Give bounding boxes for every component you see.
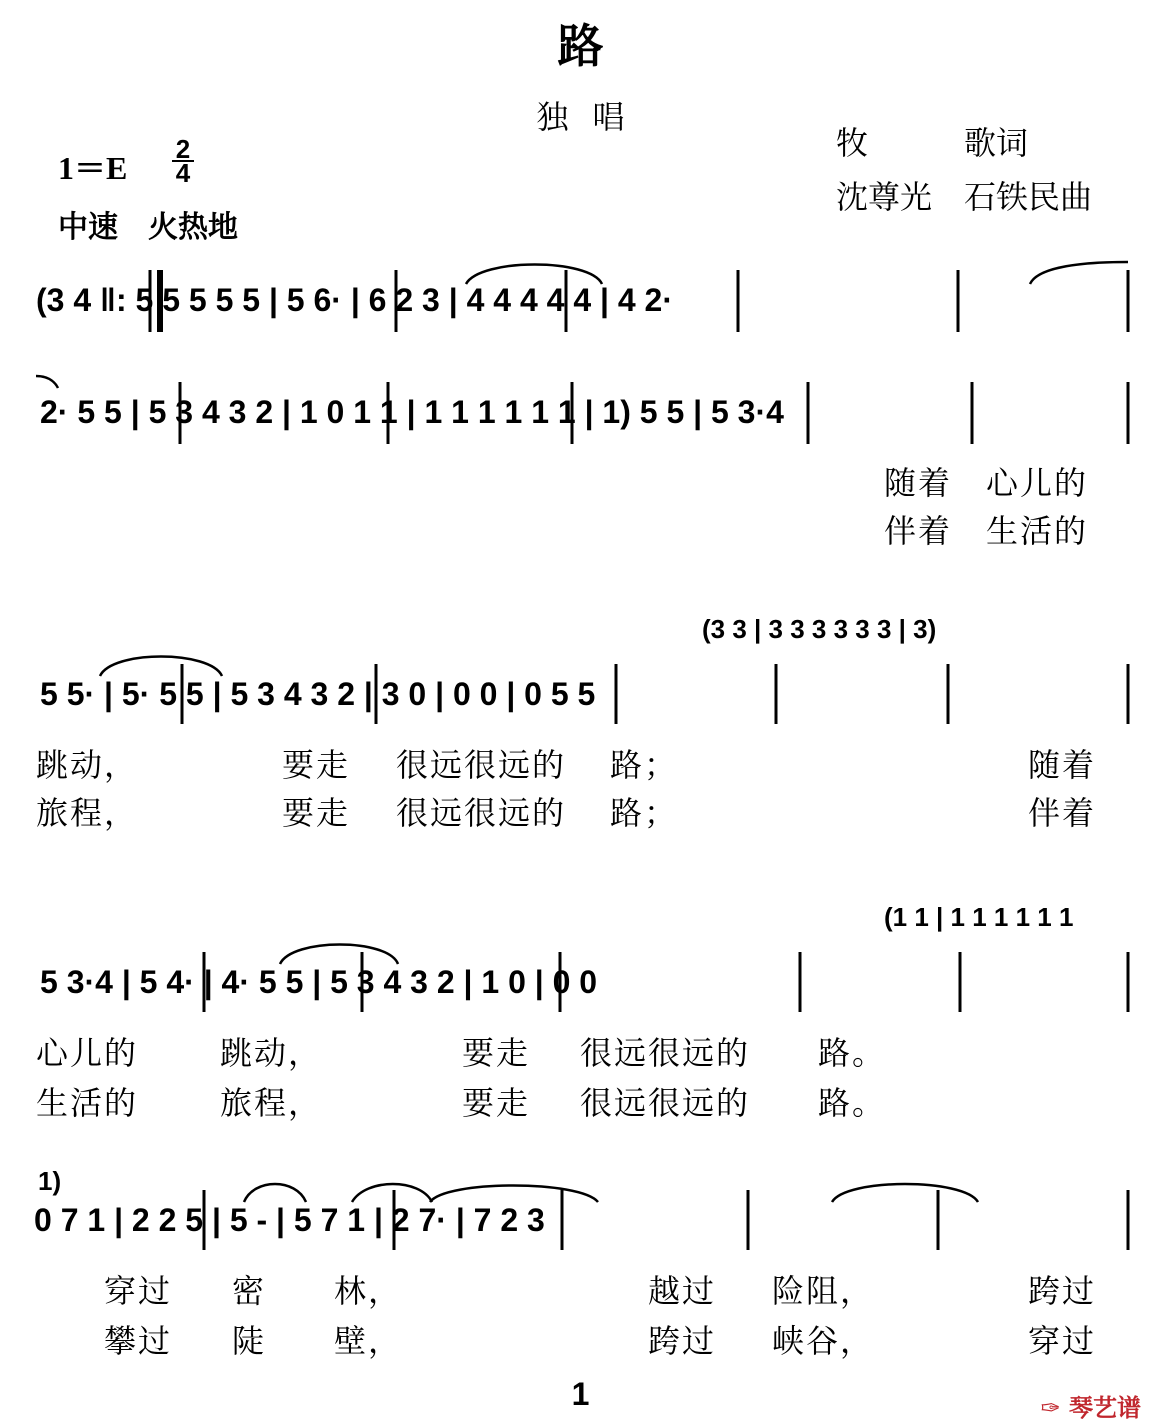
lyric-3-1e: 随着 [1028, 746, 1097, 784]
lyric-5-1d: 越过 [648, 1272, 717, 1310]
lyric-4-1c: 要走 [462, 1034, 531, 1072]
lyric-3-2e: 伴着 [1028, 794, 1097, 832]
lyric-4-1b: 跳动， [220, 1034, 323, 1072]
lyricist-credit: 牧 歌词 [836, 124, 1029, 162]
logo-icon: ✑ [1040, 1394, 1061, 1422]
lyric-5-2f: 穿过 [1028, 1322, 1097, 1360]
lyric-3-1b: 要走 [282, 746, 351, 784]
time-signature: 2 4 [170, 138, 196, 184]
lyrics-verse-1: 随着 心儿的 [884, 464, 1089, 502]
lyric-4-1d: 很远很远的 [580, 1034, 751, 1072]
lyric-4-2b: 旅程， [220, 1084, 323, 1122]
song-title: 路 [557, 19, 604, 73]
watermark-logo: ✑ 琴艺谱 [1040, 1394, 1141, 1422]
notation-line-3: 5 5· | 5· 5 5 | 5 3 4 3 2 | 3 0 | 0 0 | 0 5 5 [40, 676, 596, 712]
subtitle: 独唱 [536, 98, 649, 136]
lyric-5-2b: 陡 [232, 1322, 267, 1360]
lyric-3-1d: 路； [610, 746, 679, 784]
lyric-5-2a: 攀过 [104, 1322, 173, 1360]
lyric-4-2c: 要走 [462, 1084, 531, 1122]
lyric-4-2e: 路。 [818, 1084, 887, 1122]
lyric-5-1c: 林， [334, 1272, 403, 1310]
lyric-3-2d: 路； [610, 794, 679, 832]
lyric-3-1a: 跳动， [36, 746, 139, 784]
lyric-4-1a: 心儿的 [36, 1034, 139, 1072]
lyric-5-1f: 跨过 [1028, 1272, 1097, 1310]
notation-line-1: (3 4 ‖: 5 5 5 5 5 | 5 6· | 6 2 3 | 4 4 4 4 4 | 4 2· [36, 282, 673, 318]
lyric-4-1e: 路。 [818, 1034, 887, 1072]
lyric-5-1e: 险阻， [772, 1272, 875, 1310]
lyric-5-1b: 密 [232, 1272, 267, 1310]
repeat-ending-marker: 1) [38, 1166, 62, 1196]
lyric-5-2e: 峡谷， [772, 1322, 875, 1360]
lyric-4-2a: 生活的 [36, 1084, 139, 1122]
tempo-marking: 中速 火热地 [58, 210, 238, 245]
lyric-5-1a: 穿过 [104, 1272, 173, 1310]
lyric-4-2d: 很远很远的 [580, 1084, 751, 1122]
lyric-5-2d: 跨过 [648, 1322, 717, 1360]
notation-line-2: 2· 5 5 | 5 3 4 3 2 | 1 0 1 1 | 1 1 1 1 1 1 | 1) 5 5 | 5 3·4 [40, 394, 784, 430]
key-signature: 1＝E [58, 150, 128, 186]
lyric-3-2b: 要走 [282, 794, 351, 832]
lyric-3-2a: 旅程， [36, 794, 139, 832]
page-number: 1 [571, 1376, 590, 1412]
notation-line-4: 5 3·4 | 5 4· | 4· 5 5 | 5 3 4 3 2 | 1 0 | 0 0 [40, 964, 598, 1000]
lyric-5-2c: 壁， [334, 1322, 403, 1360]
lyrics-verse-2: 伴着 生活的 [884, 512, 1089, 550]
composer-credit: 沈尊光 石铁民曲 [836, 178, 1093, 216]
lyric-3-2c: 很远很远的 [396, 794, 567, 832]
notation-line-5: 0 7 1 | 2 2 5 | 5 - | 5 7 1 | 2 7· | 7 2 3 [34, 1202, 545, 1238]
accompaniment-line-3: (3 3 | 3 3 3 3 3 3 | 3) [702, 614, 937, 644]
accompaniment-line-4: (1 1 | 1 1 1 1 1 1 [884, 902, 1074, 932]
lyric-3-1c: 很远很远的 [396, 746, 567, 784]
